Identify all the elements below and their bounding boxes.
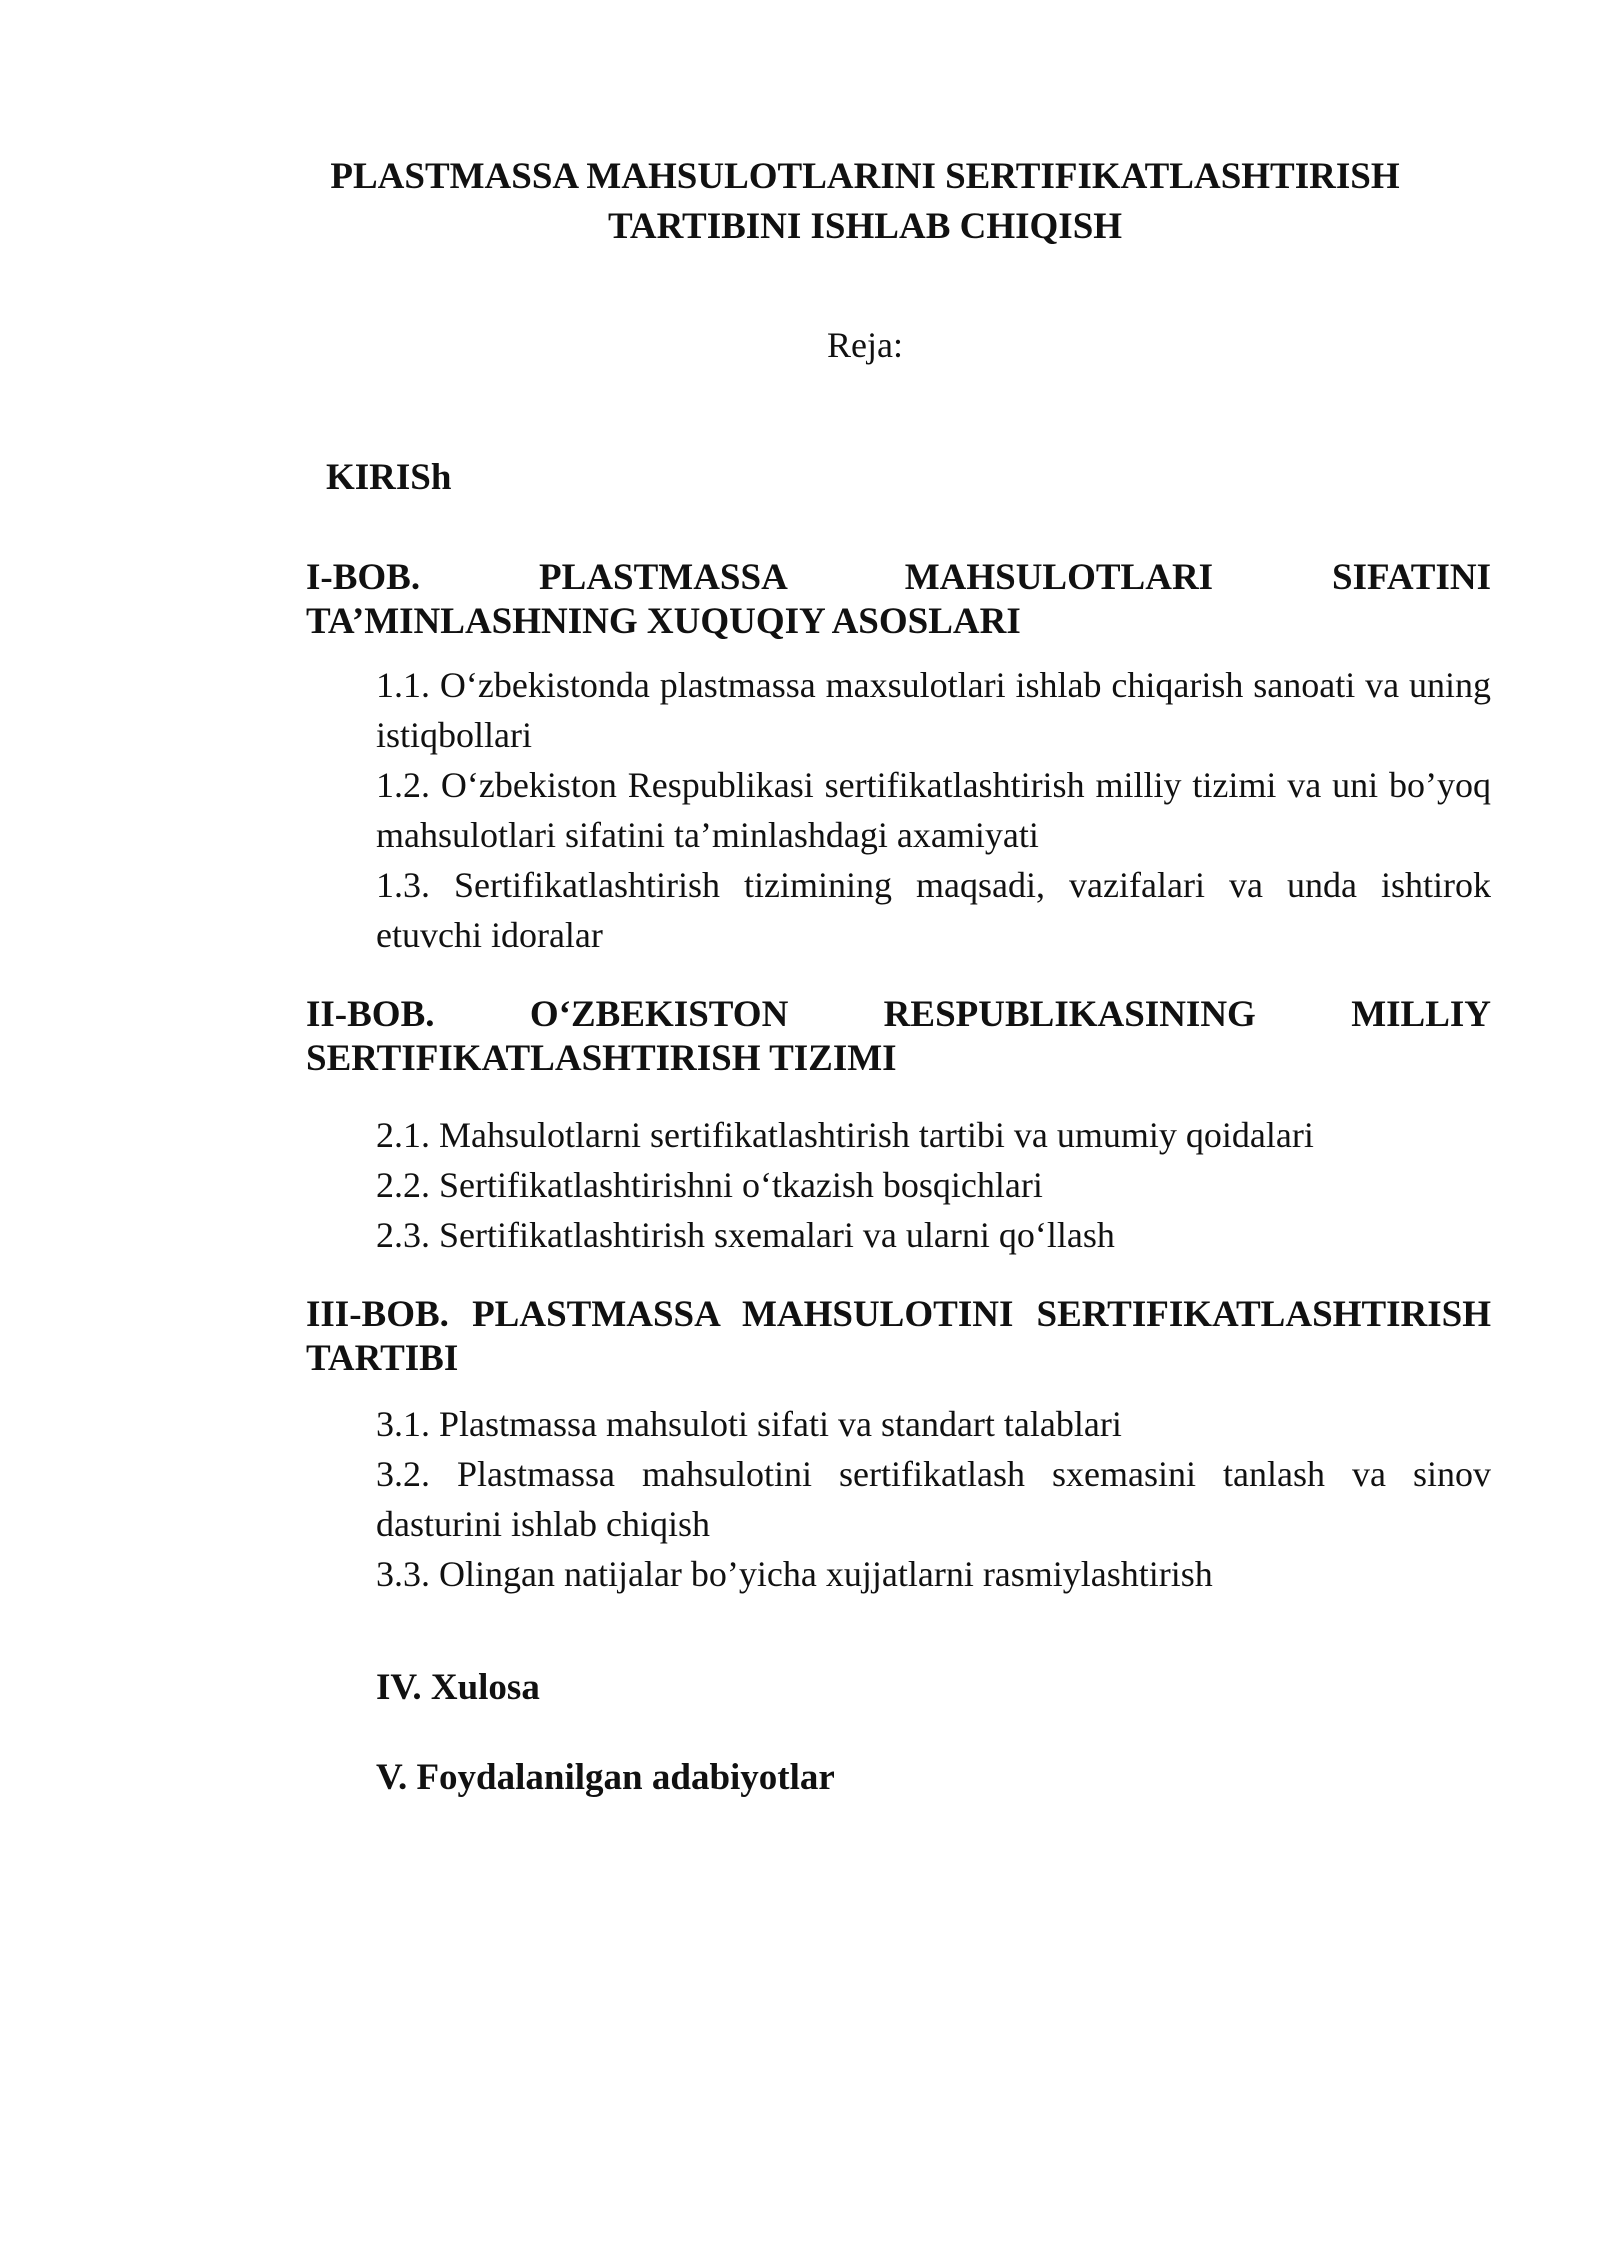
chapter-3-heading: III-BOB. PLASTMASSA MAHSULOTINI SERTIFIKATLASHTIRISH TARTIBI [306,1294,1491,1379]
section-2-1: 2.1. Mahsulotlarni sertifikatlashtirish tartibi va umumiy qoidalari [376,1115,1314,1155]
references-heading: V. Foydalanilgan adabiyotlar [376,1757,835,1798]
section-3-2: 3.2. Plastmassa mahsulotini sertifikatlash sxemasini tanlash va sinov dasturini ishlab chiqish [376,1454,1491,1544]
section-2-2: 2.2. Sertifikatlashtirishni o‘tkazish bosqichlari [376,1165,1043,1205]
chapter-1-heading: I-BOB. PLASTMASSA MAHSULOTLARI SIFATINI TA’MINLASHNING XUQUQIY ASOSLARI [306,557,1491,642]
document-title [250,152,1480,252]
section-1-1: 1.1. O‘zbekistonda plastmassa maxsulotlari ishlab chiqarish sanoati va uning istiqbollari [376,665,1491,755]
title-line-1: PLASTMASSA MAHSULOTLARINI SERTIFIKATLASHTIRISH [330,156,1400,197]
section-3-1: 3.1. Plastmassa mahsuloti sifati va standart talablari [376,1404,1122,1444]
conclusion-heading: IV. Xulosa [376,1667,540,1708]
chapter-2-heading: II-BOB. O‘ZBEKISTON RESPUBLIKASINING MILLIY SERTIFIKATLASHTIRISH TIZIMI [306,994,1491,1079]
section-1-2: 1.2. O‘zbekiston Respublikasi sertifikatlashtirish milliy tizimi va uni bo’yoq mahsulotlari sifatini ta’minlashdagi axamiyati [376,765,1491,855]
section-3-3: 3.3. Olingan natijalar bo’yicha xujjatlarni rasmiylashtirish [376,1554,1213,1594]
chapter-1-sections [376,660,1491,960]
title-line-2: TARTIBINI ISHLAB CHIQISH [607,206,1123,247]
plan-label: Reja: [827,325,903,365]
chapter-3-sections [376,1399,1491,1599]
intro-heading: KIRISh [326,457,452,498]
section-2-3: 2.3. Sertifikatlashtirish sxemalari va ularni qo‘llash [376,1215,1115,1255]
chapter-2-sections [376,1110,1491,1260]
section-1-3: 1.3. Sertifikatlashtirish tizimining maqsadi, vazifalari va unda ishtirok etuvchi idoralar [376,865,1491,955]
